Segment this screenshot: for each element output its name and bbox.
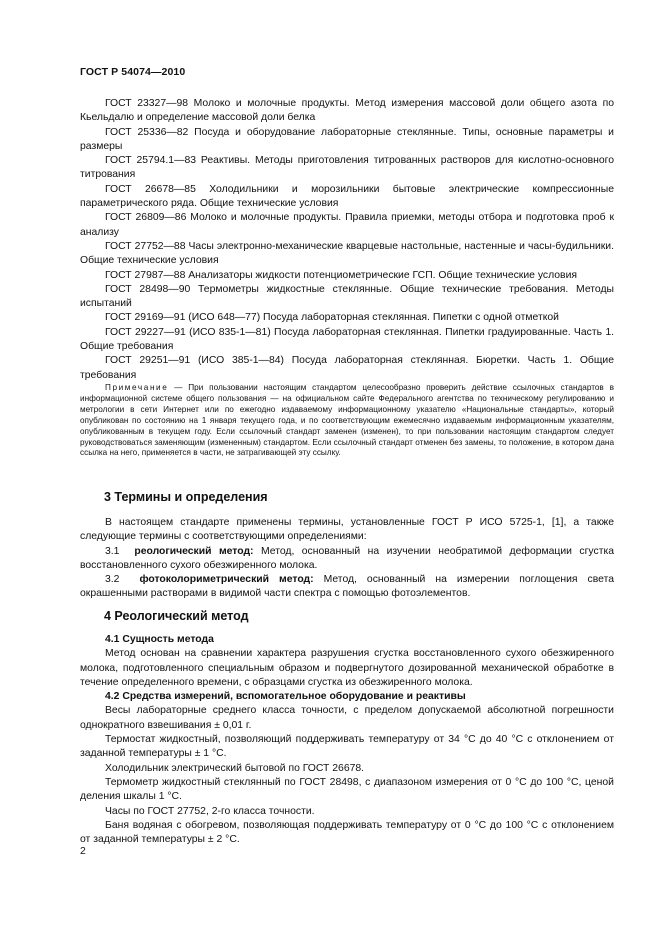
note-paragraph: [80, 383, 614, 459]
section-4-heading: 4 Реологический метод: [104, 609, 249, 623]
equipment-item: Баня водяная с обогревом, позволяющая поддерживать температуру от 0 °С до 100 °С с отклонением от заданной температуры ± 2 °С.: [80, 819, 614, 846]
reference-item: ГОСТ 29251—91 (ИСО 385-1—84) Посуда лабораторная стеклянная. Бюретки. Часть 1. Общие требования: [80, 355, 614, 381]
reference-item: ГОСТ 26809—86 Молоко и молочные продукты. Правила приемки, методы отбора и подготовка проб к анализу: [80, 212, 614, 238]
subsection-4-2-heading: 4.2 Средства измерений, вспомогательное оборудование и реактивы: [105, 691, 466, 703]
equipment-item: Термостат жидкостный, позволяющий поддерживать температуру от 34 °С до 40 °С с отклонением от заданной температуры ± 1 °С.: [80, 734, 614, 760]
note-label: Примечание: [105, 383, 169, 392]
subsection-4-1-text: Метод основан на сравнении характера разрушения сгустка восстановленного сухого обезжиренного молока, подготовленного специальным образом и подвергнутого дозированной механической обработке в течение определенного времени, с образцами сгустка из обезжиренного молока.: [80, 648, 614, 688]
reference-item: ГОСТ 25794.1—83 Реактивы. Методы приготовления титрованных растворов для кислотно-основного титрования: [80, 155, 614, 181]
equipment-item: Часы по ГОСТ 27752, 2-го класса точности.: [105, 805, 315, 817]
references-list: [80, 97, 614, 383]
reference-item: ГОСТ 27987—88 Анализаторы жидкости потенциометрические ГСП. Общие технические условия: [105, 269, 578, 281]
section-3-heading: 3 Термины и определения: [104, 490, 268, 504]
note-block: [80, 383, 614, 459]
section-4-body: [80, 633, 614, 847]
reference-item: ГОСТ 29169—91 (ИСО 648—77) Посуда лабораторная стеклянная. Пипетки с одной отметкой: [105, 312, 559, 324]
reference-item: ГОСТ 26678—85 Холодильники и морозильники бытовые электрические компрессионные параметрического ряда. Общие технические условия: [80, 183, 614, 210]
reference-item: ГОСТ 29227—91 (ИСО 835-1—81) Посуда лабораторная стеклянная. Пипетки градуированные. Часть 1. Общие требования: [80, 326, 614, 353]
equipment-item: Холодильник электрический бытовой по ГОСТ 26678.: [105, 762, 365, 774]
reference-item: ГОСТ 25336—82 Посуда и оборудование лабораторные стеклянные. Типы, основные параметры и размеры: [80, 126, 614, 152]
section-3-body: [80, 516, 614, 602]
reference-item: ГОСТ 23327—98 Молоко и молочные продукты. Метод измерения массовой доли общего азота по Кьельдалю и определение массовой доли белка: [80, 98, 614, 124]
section-3-intro: В настоящем стандарте применены термины, установленные ГОСТ Р ИСО 5725-1, [1], а также следующие термины с соответствующими определениями:: [80, 517, 614, 543]
definition-3-1: 3.1 реологический метод: Метод, основанный на изучении необратимой деформации сгустка восстановленного сухого обезжиренного молока.: [80, 545, 615, 571]
page-number: 2: [80, 846, 86, 857]
subsection-4-1-heading: 4.1 Сущность метода: [105, 634, 214, 645]
note-text: — При пользовании настоящим стандартом целесообразно проверить действие ссылочных стандартов в информационной системе общего пользования — на официальном сайте Федерального агентства по техническому регулированию и метрологии в сети Интернет или по ежегодно издаваемому информационному указателю «Национальные стандарты», который опубликован по состоянию на 1 января текущего года, и по соответствующим ежемесячно издаваемым информационным указателям, опубликованным в текущем году. Если ссылочный стандарт заменен (изменен), то при пользовании настоящим стандартом следует руководствоваться заменяющим (измененным) стандартом. Если ссылочный стандарт отменен без замены, то положение, в котором дана ссылка на него, применяется в части, не затрагивающей эту ссылку.: [80, 383, 614, 458]
equipment-item: Весы лабораторные среднего класса точности, с пределом допускаемой абсолютной погрешности однократного взвешивания ± 0,01 г.: [80, 705, 614, 731]
document-header: ГОСТ Р 54074—2010: [80, 66, 186, 78]
term: реологический метод:: [134, 545, 254, 557]
term: фотоколориметрический метод:: [139, 574, 314, 586]
equipment-item: Термометр жидкостный стеклянный по ГОСТ 28498, с диапазоном измерения от 0 °С до 100 °С, ценой деления шкалы 1 °С.: [80, 776, 614, 803]
definition-3-2: 3.2 фотоколориметрический метод: Метод, основанный на измерении поглощения света окрашенными растворами в видимой части спектра с помощью фотоэлементов.: [80, 574, 614, 600]
reference-item: ГОСТ 27752—88 Часы электронно-механические кварцевые настольные, настенные и часы-будильники. Общие технические условия: [80, 240, 614, 267]
reference-item: ГОСТ 28498—90 Термометры жидкостные стеклянные. Общие технические требования. Методы испытаний: [80, 283, 614, 310]
